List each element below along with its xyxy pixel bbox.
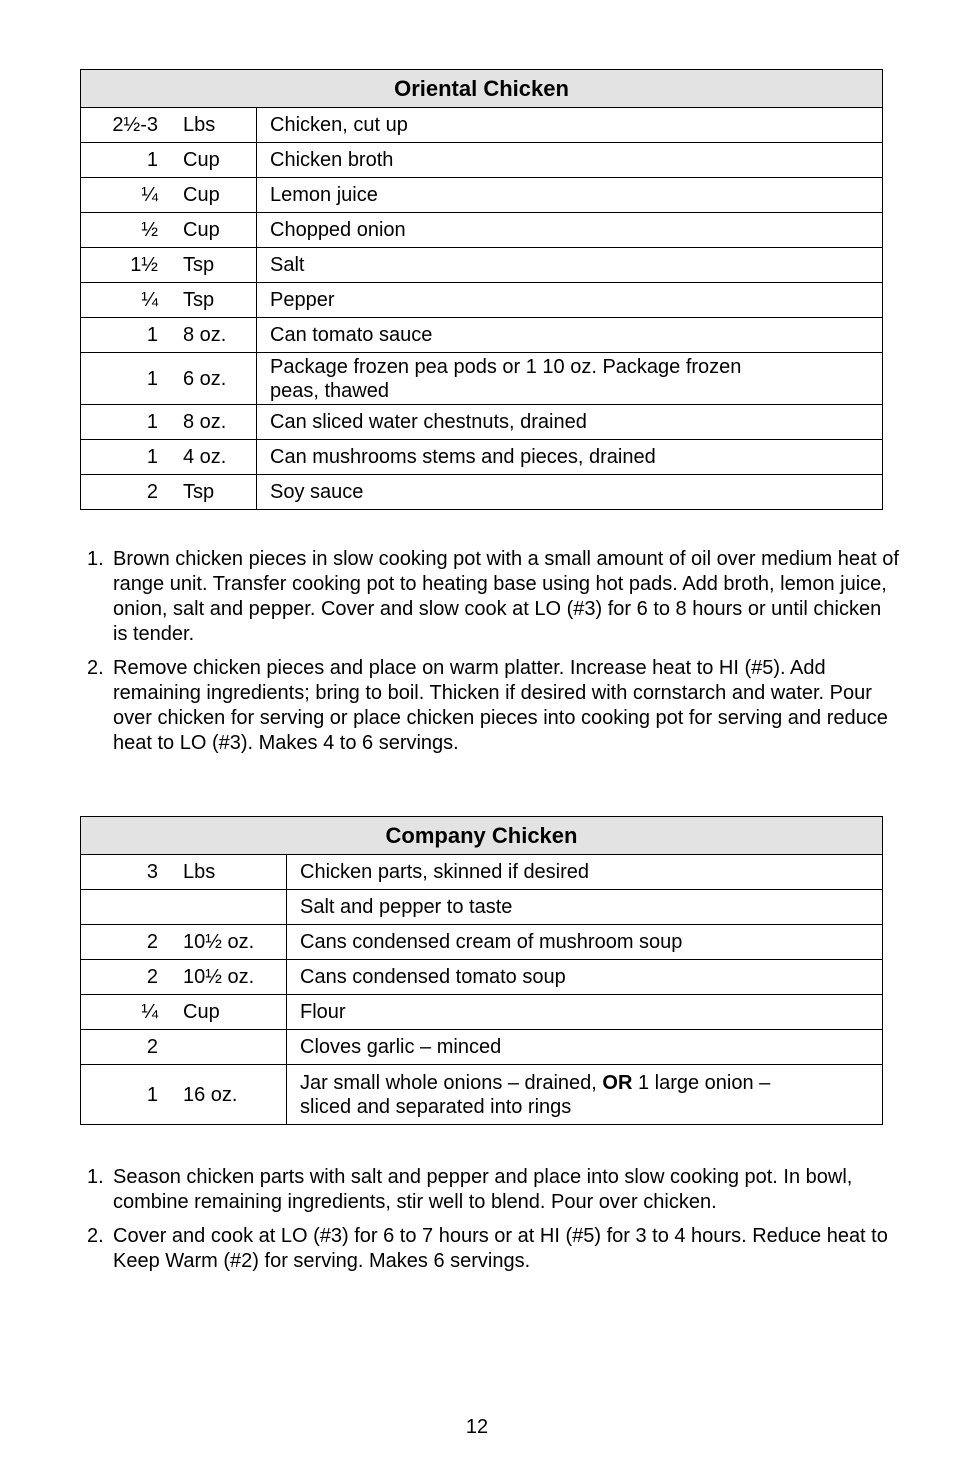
ingredient-item: Can mushrooms stems and pieces, drained	[257, 440, 883, 475]
ingredient-item: Salt	[257, 248, 883, 283]
ingredient-unit: 8 oz.	[183, 324, 227, 346]
ingredient-item-text: Jar small whole onions – drained,	[300, 1071, 597, 1094]
ingredient-qty: ¼	[141, 184, 158, 206]
ingredient-qty: 2	[146, 966, 158, 988]
ingredient-unit: 6 oz.	[183, 367, 227, 390]
ingredient-row	[81, 318, 883, 353]
ingredient-unit: Cup	[183, 1001, 220, 1023]
ingredient-unit: 10½ oz.	[183, 931, 255, 953]
ingredient-item: Soy sauce	[257, 475, 883, 510]
oriental-chicken-ingredients-table	[80, 69, 883, 510]
ingredient-unit: Lbs	[183, 861, 216, 883]
ingredient-unit: Cup	[183, 149, 220, 171]
ingredient-qty: 2	[146, 931, 158, 953]
ingredient-item: Pepper	[257, 283, 883, 318]
ingredient-qty: 2	[146, 1036, 158, 1058]
ingredient-row	[81, 475, 883, 510]
ingredient-item: Chopped onion	[257, 213, 883, 248]
ingredient-item-or: OR	[602, 1071, 633, 1094]
instruction-step	[80, 656, 900, 756]
ingredient-item: Salt and pepper to taste	[287, 890, 883, 925]
ingredient-item: Cans condensed tomato soup	[287, 960, 883, 995]
ingredient-item: Package frozen pea pods or 1 10 oz. Package frozen peas, thawed	[257, 353, 883, 405]
ingredient-qty: 2	[146, 481, 158, 503]
ingredient-row	[81, 440, 883, 475]
step-number: 1.	[87, 1166, 104, 1188]
instruction-step	[80, 1224, 900, 1274]
step-text: Cover and cook at LO (#3) for 6 to 7 hours or at HI (#5) for 3 to 4 hours. Reduce heat to Keep Warm (#2) for serving. Makes 6 servings.	[113, 1225, 888, 1272]
step-text: Brown chicken pieces in slow cooking pot with a small amount of oil over medium heat of range unit. Transfer cooking pot to heating base using hot pads. Add broth, lemon juice, onion, salt and pepper. Cover and slow cook at LO (#3) for 6 to 8 hours or until chicken is tender.	[113, 548, 899, 645]
ingredient-item: Can sliced water chestnuts, drained	[257, 405, 883, 440]
ingredient-unit: 4 oz.	[183, 446, 227, 468]
ingredient-row	[81, 995, 883, 1030]
ingredient-unit: Tsp	[183, 481, 215, 503]
ingredient-item-text: 1 large onion – sliced and separated into rings	[300, 1071, 771, 1118]
ingredient-row	[81, 248, 883, 283]
step-number: 2.	[87, 657, 104, 679]
ingredient-row	[81, 353, 883, 405]
ingredient-qty: ¼	[141, 289, 158, 311]
ingredient-item: Flour	[287, 995, 883, 1030]
ingredient-item: Chicken parts, skinned if desired	[287, 855, 883, 890]
recipe-title: Oriental Chicken	[81, 70, 883, 108]
ingredient-qty: 1	[146, 411, 158, 433]
ingredient-unit: Lbs	[183, 114, 216, 136]
ingredient-row	[81, 1065, 883, 1125]
ingredient-item: Cans condensed cream of mushroom soup	[287, 925, 883, 960]
ingredient-row	[81, 925, 883, 960]
ingredient-qty: 1	[146, 367, 158, 390]
ingredient-qty: 1	[146, 149, 158, 171]
ingredient-qty: ½	[141, 219, 158, 241]
ingredient-unit: 16 oz.	[183, 1083, 238, 1106]
company-chicken-steps	[80, 1165, 900, 1283]
ingredient-row	[81, 108, 883, 143]
ingredient-row	[81, 143, 883, 178]
ingredient-item: Can tomato sauce	[257, 318, 883, 353]
company-chicken-ingredients-table	[80, 816, 883, 1125]
ingredient-item: Lemon juice	[257, 178, 883, 213]
ingredient-qty: ¼	[141, 1001, 158, 1023]
step-number: 2.	[87, 1225, 104, 1247]
ingredient-unit: 8 oz.	[183, 411, 227, 433]
step-text: Season chicken parts with salt and pepper and place into slow cooking pot. In bowl, combine remaining ingredients, stir well to blend. Pour over chicken.	[113, 1166, 853, 1213]
ingredient-row	[81, 405, 883, 440]
ingredient-row	[81, 890, 883, 925]
ingredient-unit: Cup	[183, 184, 220, 206]
ingredient-unit: Tsp	[183, 289, 215, 311]
ingredient-row	[81, 283, 883, 318]
ingredient-qty: 1	[146, 446, 158, 468]
page-number: 12	[465, 1416, 489, 1438]
ingredient-row	[81, 855, 883, 890]
ingredient-row	[81, 1030, 883, 1065]
ingredient-unit: 10½ oz.	[183, 966, 255, 988]
ingredient-item: Chicken, cut up	[257, 108, 883, 143]
oriental-chicken-steps	[80, 547, 900, 765]
ingredient-item: Cloves garlic – minced	[287, 1030, 883, 1065]
ingredient-qty: 1½	[130, 254, 158, 276]
ingredient-row	[81, 960, 883, 995]
ingredient-item: Chicken broth	[257, 143, 883, 178]
instruction-step	[80, 1165, 900, 1215]
ingredient-qty: 2½-3	[112, 114, 158, 136]
ingredient-unit: Tsp	[183, 254, 215, 276]
ingredient-unit: Cup	[183, 219, 220, 241]
ingredient-item	[287, 1065, 883, 1125]
ingredient-qty: 3	[146, 861, 158, 883]
step-text: Remove chicken pieces and place on warm platter. Increase heat to HI (#5). Add remaining ingredients; bring to boil. Thicken if desired with cornstarch and water. Pour over chicken for serving or place chicken pieces into cooking pot for serving and reduce heat to LO (#3). Makes 4 to 6 servings.	[113, 657, 888, 754]
ingredient-qty: 1	[146, 324, 158, 346]
ingredient-row	[81, 213, 883, 248]
ingredient-row	[81, 178, 883, 213]
step-number: 1.	[87, 548, 104, 570]
instruction-step	[80, 547, 900, 647]
recipe-title: Company Chicken	[81, 817, 883, 855]
ingredient-qty: 1	[146, 1083, 158, 1106]
